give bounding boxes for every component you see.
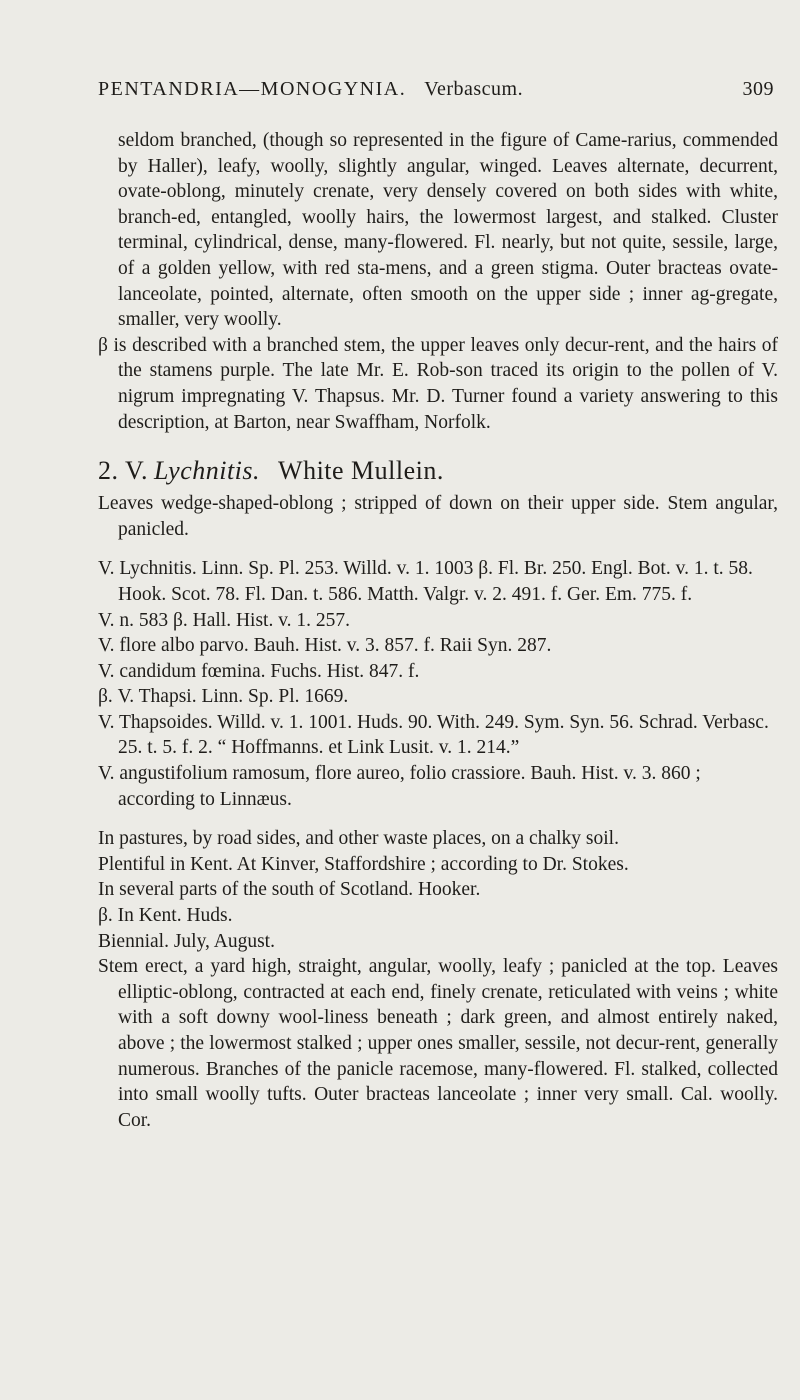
species-diagnosis: Leaves wedge-shaped-oblong ; stripped of down on their upper side. Stem angular, panicled. [98, 493, 778, 540]
beta-variety-paragraph: β is described with a branched stem, the upper leaves only decur-rent, and the hairs of the stamens purple. The late Mr. E. Rob-son traced its origin to the pollen of V. nigrum impregnating V. Thapsus. Mr. D. Turner found a variety answering to this description, at Barton, near Swaffham, Norfolk. [98, 334, 778, 433]
synonym-line: β. V. Thapsi. Linn. Sp. Pl. 1669. [98, 686, 349, 708]
genus-title: Verbascum. [424, 78, 524, 100]
synonym-line: V. candidum fœmina. Fuchs. Hist. 847. f. [98, 660, 420, 682]
synonym-line: V. Lychnitis. Linn. Sp. Pl. 253. Willd. v. 1. 1003 β. Fl. Br. 250. Engl. Bot. v. 1. t. 58. Hook. Scot. 78. Fl. Dan. t. 586. Matth. Valgr. v. 2. 491. f. Ger. Em. 775. f. [98, 558, 753, 605]
species-name: Lychnitis. [153, 456, 261, 486]
synonym-line: V. flore albo parvo. Bauh. Hist. v. 3. 857. f. Raii Syn. 287. [98, 635, 552, 657]
description-paragraph: Stem erect, a yard high, straight, angular, woolly, leafy ; panicled at the top. Leaves elliptic-oblong, contracted at each end, finely crenate, reticulated with veins ; white with a soft downy wool-liness beneath ; dark green, and almost entirely naked, above ; the lowermost stalked ; upper ones smaller, sessile, not decur-rent, generally numerous. Branches of the panicle racemose, many-flowered. Fl. stalked, collected into small woolly tufts. Outer bracteas lanceolate ; inner very small. Cal. woolly. Cor. [98, 956, 778, 1131]
synonym-line: V. angustifolium ramosum, flore aureo, folio crassiore. Bauh. Hist. v. 3. 860 ; according to Linnæus. [98, 763, 701, 810]
species-number: 2. V. [98, 456, 148, 486]
running-title: PENTANDRIA—MONOGYNIA. [98, 78, 407, 100]
habitat-line: Plentiful in Kent. At Kinver, Staffordshire ; according to Dr. Stokes. [98, 853, 629, 875]
spacer [98, 812, 778, 826]
page-number: 309 [742, 78, 774, 100]
spacer [98, 542, 778, 556]
habitat-line: In several parts of the south of Scotland. Hooker. [98, 879, 481, 901]
habitat-line: In pastures, by road sides, and other waste places, on a chalky soil. [98, 828, 619, 850]
duration-line: Biennial. July, August. [98, 930, 275, 952]
species-heading [98, 455, 778, 487]
habitat-line: β. In Kent. Huds. [98, 905, 233, 927]
synonym-line: V. Thapsoides. Willd. v. 1. 1001. Huds. 90. With. 249. Sym. Syn. 56. Schrad. Verbasc. 25. t. 5. f. 2. “ Hoffmanns. et Link Lusit. v. 1. 214.” [98, 711, 769, 759]
species-common-name: White Mullein. [278, 456, 444, 486]
synonym-line: V. n. 583 β. Hall. Hist. v. 1. 257. [98, 609, 351, 631]
intro-paragraph: seldom branched, (though so represented in the figure of Came-rarius, commended by Haller), leafy, woolly, slightly angular, winged. Leaves alternate, decurrent, ovate-oblong, minutely crenate, very densely covered on both sides with white, branch-ed, entangled, woolly hairs, the lowermost largest, and stalked. Cluster terminal, cylindrical, dense, many-flowered. Fl. nearly, but not quite, sessile, large, of a golden yellow, with red sta-mens, and a green stigma. Outer bracteas ovate-lanceolate, pointed, alternate, often smooth on the upper side ; inner ag-gregate, smaller, very woolly. [118, 130, 778, 331]
body-text [98, 128, 778, 1133]
spacer [98, 435, 778, 455]
page-header [98, 78, 774, 101]
